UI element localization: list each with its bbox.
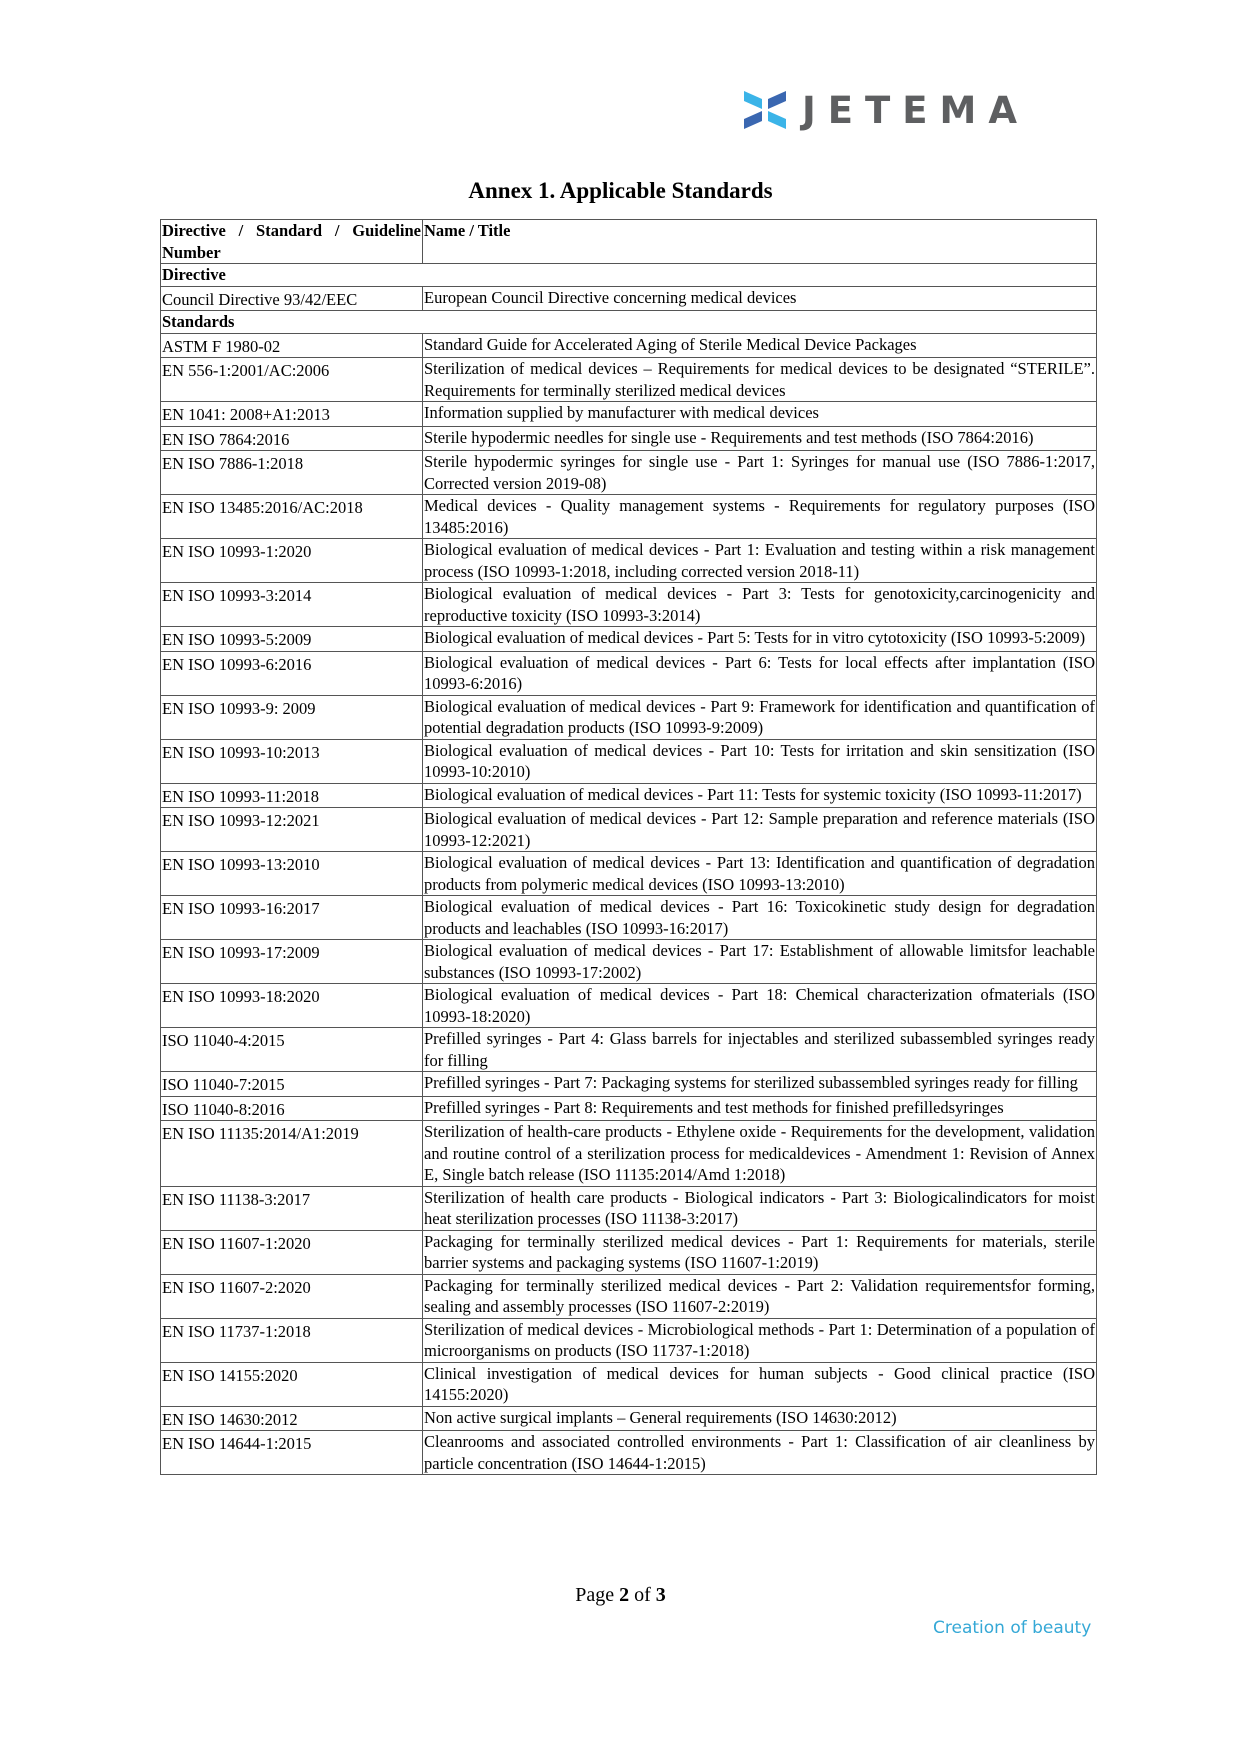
standard-number: EN ISO 10993-16:2017: [161, 896, 423, 940]
standard-title: Sterilization of medical devices - Microbiological methods - Part 1: Determination of a population of microorganisms on products (ISO 11737-1:2018): [424, 1319, 1095, 1360]
table-row: [161, 1406, 1097, 1431]
standard-title: Biological evaluation of medical devices - Part 12: Sample preparation and reference materials (ISO 10993-12:2021): [424, 809, 1095, 850]
table-row: [161, 451, 1097, 495]
section-label: Standards: [161, 311, 1097, 334]
standard-number: EN ISO 10993-3:2014: [161, 583, 423, 627]
standard-number: EN ISO 14630:2012: [161, 1406, 423, 1431]
standard-number: EN 1041: 2008+A1:2013: [161, 402, 423, 427]
standard-title: Prefilled syringes - Part 8: Requirements and test methods for finished prefilledsyringes: [423, 1096, 1097, 1121]
column-header-title: Name / Title: [423, 220, 1097, 264]
standard-title: Biological evaluation of medical devices - Part 10: Tests for irritation and skin sensitization (ISO 10993-10:2010): [424, 740, 1095, 781]
table-row: [161, 783, 1097, 808]
standard-title: Sterilization of health-care products - Ethylene oxide - Requirements for the development, validation and routine control of a sterilization process for medicaldevices - Amendment 1: Revision of Annex E, Single batch release (ISO 11135:2014/Amd 1:2018): [424, 1122, 1095, 1184]
table-row: [161, 695, 1097, 739]
standard-number: EN ISO 10993-9: 2009: [161, 695, 423, 739]
table-header-row: [161, 220, 1097, 264]
table-row: [161, 1230, 1097, 1274]
table-row: [161, 402, 1097, 427]
standard-title: Biological evaluation of medical devices - Part 5: Tests for in vitro cytotoxicity (ISO 10993-5:2009): [423, 627, 1097, 652]
standard-number: EN ISO 10993-1:2020: [161, 539, 423, 583]
page-label: Page: [575, 1584, 615, 1606]
standard-number: EN 556-1:2001/AC:2006: [161, 358, 423, 402]
standard-title: Standard Guide for Accelerated Aging of Sterile Medical Device Packages: [423, 333, 1097, 358]
standard-title: Clinical investigation of medical devices for human subjects - Good clinical practice (ISO 14155:2020): [424, 1363, 1095, 1404]
page-number: [0, 1584, 1241, 1607]
standard-number: ISO 11040-7:2015: [161, 1072, 423, 1097]
standard-number: EN ISO 10993-10:2013: [161, 739, 423, 783]
standard-number: EN ISO 11135:2014/A1:2019: [161, 1121, 423, 1187]
standard-title: Sterilization of medical devices – Requirements for medical devices to be designated “STERILE”. Requirements for terminally sterilized medical devices: [424, 359, 1095, 400]
table-row: [161, 1096, 1097, 1121]
table-row: [161, 1318, 1097, 1362]
table-row: [161, 1186, 1097, 1230]
standard-title: Sterile hypodermic syringes for single use - Part 1: Syringes for manual use (ISO 7886-1:2017, Corrected version 2019-08): [424, 452, 1095, 493]
table-row: [161, 627, 1097, 652]
table-row: [161, 1028, 1097, 1072]
standards-table: [160, 219, 1097, 1475]
document-title: Annex 1. Applicable Standards: [468, 178, 773, 203]
standard-number: EN ISO 11607-2:2020: [161, 1274, 423, 1318]
section-row: [161, 264, 1097, 287]
standard-number: EN ISO 10993-13:2010: [161, 852, 423, 896]
table-row: [161, 940, 1097, 984]
table-row: [161, 1121, 1097, 1187]
company-logo: [742, 86, 1029, 134]
standard-title: Sterilization of health care products - Biological indicators - Part 3: Biologicalindicators for moist heat sterilization processes (ISO 11138-3:2017): [424, 1187, 1095, 1228]
standard-title: Sterile hypodermic needles for single use - Requirements and test methods (ISO 7864:2016): [423, 426, 1097, 451]
standard-title: Prefilled syringes - Part 4: Glass barrels for injectables and sterilized subassembled syringes ready for filling: [424, 1029, 1095, 1070]
standard-number: EN ISO 10993-12:2021: [161, 808, 423, 852]
standard-title: Cleanrooms and associated controlled environments - Part 1: Classification of air cleanliness by particle concentration (ISO 14644-1:2015): [424, 1432, 1095, 1473]
standard-title: Medical devices - Quality management systems - Requirements for regulatory purposes (ISO 13485:2016): [424, 496, 1095, 537]
table-row: [161, 896, 1097, 940]
table-row: [161, 739, 1097, 783]
table-row: [161, 539, 1097, 583]
standard-number: ISO 11040-4:2015: [161, 1028, 423, 1072]
standard-number: EN ISO 10993-6:2016: [161, 651, 423, 695]
standard-number: EN ISO 10993-11:2018: [161, 783, 423, 808]
standard-title: Biological evaluation of medical devices - Part 3: Tests for genotoxicity,carcinogenicity and reproductive toxicity (ISO 10993-3:2014): [424, 584, 1095, 625]
standard-title: Biological evaluation of medical devices - Part 9: Framework for identification and quantification of potential degradation products (ISO 10993-9:2009): [424, 696, 1095, 737]
standard-number: EN ISO 11737-1:2018: [161, 1318, 423, 1362]
table-body: [161, 264, 1097, 1475]
table-row: [161, 1431, 1097, 1475]
standard-title: Biological evaluation of medical devices - Part 17: Establishment of allowable limitsfor leachable substances (ISO 10993-17:2002): [424, 941, 1095, 982]
section-row: [161, 311, 1097, 334]
table-row: [161, 808, 1097, 852]
standard-title: Biological evaluation of medical devices - Part 6: Tests for local effects after implantation (ISO 10993-6:2016): [424, 652, 1095, 693]
table-row: [161, 495, 1097, 539]
standard-number: EN ISO 10993-5:2009: [161, 627, 423, 652]
standard-title: Packaging for terminally sterilized medical devices - Part 1: Requirements for materials, sterile barrier systems and packaging systems (ISO 11607-1:2019): [424, 1231, 1095, 1272]
standard-title: Biological evaluation of medical devices - Part 18: Chemical characterization ofmaterials (ISO 10993-18:2020): [424, 985, 1095, 1026]
standard-number: Council Directive 93/42/EEC: [161, 286, 423, 311]
logo-wordmark: JETEMA: [802, 88, 1030, 132]
table-row: [161, 1072, 1097, 1097]
jetema-logo-icon: [742, 87, 788, 133]
standard-title: Packaging for terminally sterilized medical devices - Part 2: Validation requirementsfor forming, sealing and assembly processes (ISO 11607-2:2019): [424, 1275, 1095, 1316]
table-row: [161, 651, 1097, 695]
standard-title: Non active surgical implants – General requirements (ISO 14630:2012): [423, 1406, 1097, 1431]
table-row: [161, 852, 1097, 896]
footer-tagline: Creation of beauty: [933, 1618, 1092, 1638]
table-row: [161, 358, 1097, 402]
table-row: [161, 1274, 1097, 1318]
standard-number: EN ISO 7864:2016: [161, 426, 423, 451]
table-row: [161, 583, 1097, 627]
page-total: 3: [655, 1584, 666, 1606]
table-row: [161, 426, 1097, 451]
standard-number: EN ISO 14155:2020: [161, 1362, 423, 1406]
table-row: [161, 984, 1097, 1028]
standard-title: Information supplied by manufacturer with medical devices: [423, 402, 1097, 427]
column-header-number: Directive / Standard / Guideline Number: [162, 221, 421, 262]
standard-number: EN ISO 11607-1:2020: [161, 1230, 423, 1274]
standard-title: Biological evaluation of medical devices - Part 13: Identification and quantification of degradation products from polymeric medical devices (ISO 10993-13:2010): [424, 853, 1095, 894]
standard-number: EN ISO 11138-3:2017: [161, 1186, 423, 1230]
standard-number: EN ISO 13485:2016/AC:2018: [161, 495, 423, 539]
standard-number: EN ISO 10993-17:2009: [161, 940, 423, 984]
table-row: [161, 333, 1097, 358]
section-label: Directive: [161, 264, 1097, 287]
page-current: 2: [619, 1584, 630, 1606]
standard-title: European Council Directive concerning medical devices: [423, 286, 1097, 311]
page-of-label: of: [634, 1584, 651, 1606]
standard-title: Biological evaluation of medical devices - Part 16: Toxicokinetic study design for degradation products and leachables (ISO 10993-16:2017): [424, 897, 1095, 938]
standard-number: ASTM F 1980-02: [161, 333, 423, 358]
table-row: [161, 286, 1097, 311]
standard-number: EN ISO 7886-1:2018: [161, 451, 423, 495]
standard-number: EN ISO 10993-18:2020: [161, 984, 423, 1028]
table-row: [161, 1362, 1097, 1406]
standard-title: Biological evaluation of medical devices - Part 1: Evaluation and testing within a risk management process (ISO 10993-1:2018, including corrected version 2018-11): [424, 540, 1095, 581]
standard-title: Biological evaluation of medical devices - Part 11: Tests for systemic toxicity (ISO 10993-11:2017): [423, 783, 1097, 808]
standard-number: EN ISO 14644-1:2015: [161, 1431, 423, 1475]
standard-title: Prefilled syringes - Part 7: Packaging systems for sterilized subassembled syringes ready for filling: [423, 1072, 1097, 1097]
standard-number: ISO 11040-8:2016: [161, 1096, 423, 1121]
